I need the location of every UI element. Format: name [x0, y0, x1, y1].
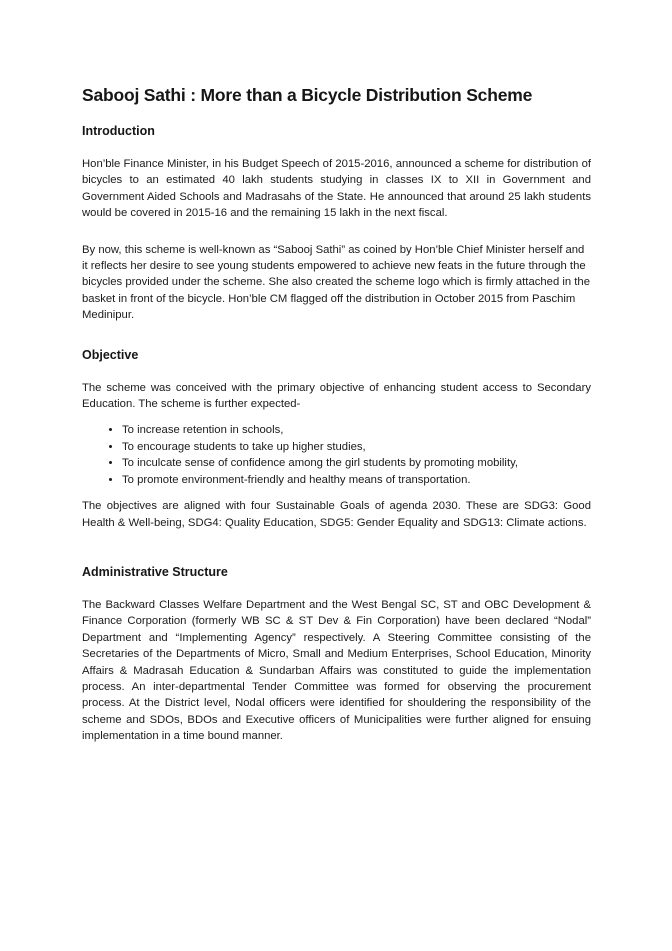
bullet-item: • To inculcate sense of confidence among the girl students by promoting mobility,	[122, 455, 591, 471]
administrative-paragraph-1: The Backward Classes Welfare Department and the West Bengal SC, ST and OBC Development & Finance Corporation (formerly WB SC & ST Dev & Fin Corporation) have been declared “Nodal” Department and “Implementing Agency” respectively. A Steering Committee consisting of the Secretaries of the Departments of Micro, Small and Medium Enterprises, School Education, Minority Affairs & Madrasah Education & Sundarban Affairs was constituted to guide the implementation process. An inter-departmental Tender Committee was formed for observing the procurement process. At the District level, Nodal officers were identified for shouldering the responsibility of the scheme and SDOs, BDOs and Executive officers of Municipalities were further aligned for ensuing implementation in a time bound manner.	[82, 598, 591, 743]
section-spacer	[82, 551, 591, 565]
section-heading-administrative-structure: Administrative Structure	[82, 564, 228, 579]
objective-paragraph-2: The objectives are aligned with four Sustainable Goals of agenda 2030. These are SDG3: Good Health & Well-being, SDG4: Quality Education, SDG5: Gender Equality and SDG13: Climate actions.	[82, 500, 591, 529]
bullet-item: • To increase retention in schools,	[122, 422, 591, 438]
introduction-paragraph-1: Hon’ble Finance Minister, in his Budget Speech of 2015-2016, announced a scheme for distribution of bicycles to an estimated 40 lakh students studying in classes IX to XII in Government and Government Aided Schools and Madrasahs of the State. He announced that around 25 lakh students would be covered in 2015-16 and the remaining 15 lakh in the next fiscal.	[82, 158, 591, 220]
objective-paragraph-1: The scheme was conceived with the primary objective of enhancing student access to Secondary Education. The scheme is further expected-	[82, 381, 591, 411]
introduction-paragraph-2: By now, this scheme is well-known as “Sabooj Sathi” as coined by Hon’ble Chief Minister herself and it reflects her desire to see young students empowered to achieve new feats in the future through the bicycles provided under the scheme. She also created the scheme logo which is firmly attached in the basket in front of the bicycle. Hon’ble CM flagged off the distribution in October 2015 from Paschim Medinipur.	[82, 243, 591, 322]
section-heading-introduction: Introduction	[82, 124, 155, 138]
bullet-item: • To encourage students to take up higher studies,	[122, 439, 591, 455]
section-heading-objective: Objective	[82, 347, 139, 362]
document-title: Sabooj Sathi : More than a Bicycle Distribution Scheme	[82, 85, 533, 105]
bullet-item: • To promote environment-friendly and healthy means of transportation.	[122, 472, 591, 488]
objective-bullet-list	[82, 422, 591, 488]
